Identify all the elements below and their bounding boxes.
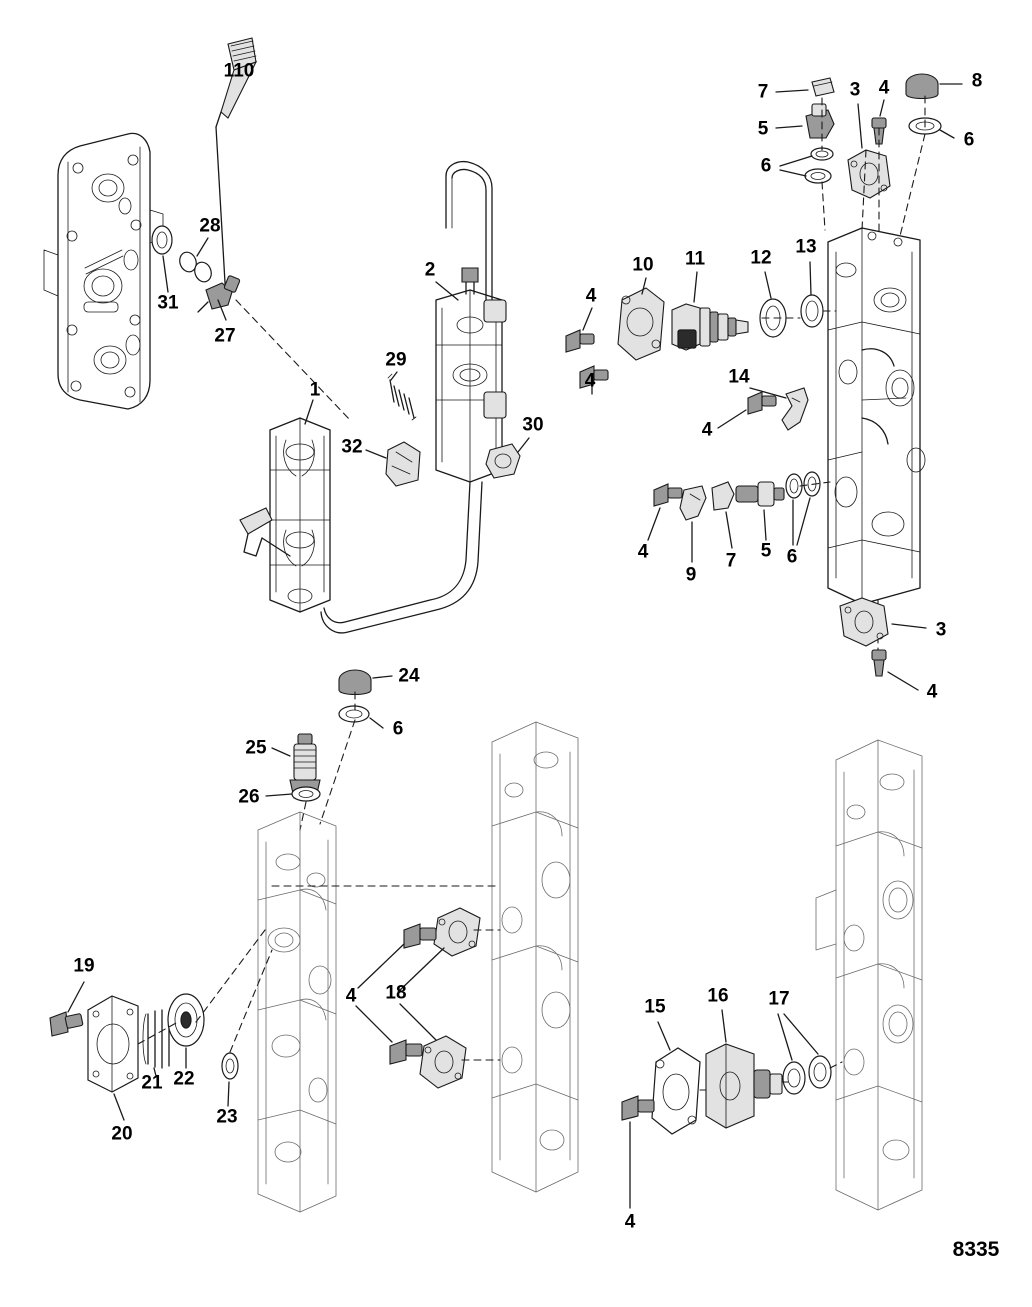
part-18-bracket-a [398, 908, 480, 992]
callout-14: 14 [728, 366, 750, 388]
part-4-bolt-f [356, 1006, 422, 1064]
part-20-cover [88, 996, 138, 1120]
callout-12: 12 [750, 247, 772, 269]
callout-4: 4 [584, 370, 596, 392]
sheet-number: 8335 [952, 1238, 1000, 1261]
callout-23: 23 [216, 1106, 238, 1128]
callout-6: 6 [786, 546, 798, 568]
part-6-oring-top-right [909, 118, 954, 138]
part-7-fitting-top [776, 78, 834, 96]
part-11-injector [672, 272, 748, 350]
callout-9: 9 [685, 564, 697, 586]
part-16-regulator [706, 1010, 782, 1128]
callout-3: 3 [935, 619, 947, 641]
callout-25: 25 [245, 737, 267, 759]
callout-4: 4 [878, 77, 890, 99]
part-10-bracket [618, 278, 664, 360]
callout-4: 4 [701, 419, 713, 441]
callout-29: 29 [385, 349, 407, 371]
callout-4: 4 [585, 285, 597, 307]
part-21-spring [143, 1010, 169, 1076]
part-7-fitting [712, 482, 734, 548]
callout-6: 6 [963, 129, 975, 151]
part-4-bolt-d [648, 484, 682, 540]
callout-31: 31 [157, 292, 179, 314]
callout-27: 27 [214, 325, 236, 347]
callout-17: 17 [768, 988, 790, 1010]
part-9-clip [680, 486, 706, 562]
callout-7: 7 [757, 81, 769, 103]
part-4-bolt-a [566, 308, 594, 352]
callout-4: 4 [926, 681, 938, 703]
callout-4: 4 [624, 1211, 636, 1233]
callout-24: 24 [398, 665, 420, 687]
part-6-oring-bottom [339, 706, 383, 728]
part-4-bolt-g [622, 1096, 654, 1208]
part-manifold-right [816, 740, 922, 1210]
part-manifold-left [258, 812, 336, 1212]
part-28-seals [177, 238, 214, 284]
callout-28: 28 [199, 215, 221, 237]
callout-1: 1 [309, 379, 321, 401]
part-4-bolt-top [872, 100, 886, 144]
part-19-bolt [50, 982, 84, 1036]
part-4-bolt-lower [872, 650, 918, 690]
part-3-bracket-lower [840, 598, 926, 646]
part-5-valve-top [776, 104, 834, 138]
part-31-washer [152, 226, 172, 292]
callout-7: 7 [725, 550, 737, 572]
callout-4: 4 [345, 985, 357, 1007]
callout-32: 32 [341, 436, 363, 458]
callout-30: 30 [522, 414, 544, 436]
callout-5: 5 [757, 118, 769, 140]
part-29-spring [388, 372, 416, 420]
part-5-valve [736, 482, 784, 540]
part-12-oring [760, 272, 786, 337]
callout-13: 13 [795, 236, 817, 258]
part-22-diaphragm [168, 994, 204, 1068]
callout-2: 2 [424, 259, 436, 281]
callout-4: 4 [637, 541, 649, 563]
callout-21: 21 [141, 1072, 163, 1094]
part-manifold-center [492, 722, 578, 1192]
part-13-seal [801, 262, 823, 327]
part-1-fuel-rail [240, 400, 330, 612]
part-8-cap [906, 74, 962, 99]
callout-8: 8 [971, 70, 983, 92]
callout-18: 18 [385, 982, 407, 1004]
part-4-bolt-c [718, 392, 776, 428]
part-30-clamp [486, 438, 529, 478]
callout-3: 3 [849, 79, 861, 101]
part-6-orings-top [780, 148, 833, 183]
part-right-manifold [828, 228, 925, 604]
part-32-clamp [366, 442, 420, 486]
part-cylinder-cover [44, 133, 163, 409]
part-4-bolt-e [358, 924, 436, 988]
callout-19: 19 [73, 955, 95, 977]
callout-20: 20 [111, 1123, 133, 1145]
callout-110: 110 [223, 60, 255, 82]
callout-5: 5 [760, 540, 772, 562]
callout-22: 22 [173, 1068, 195, 1090]
callout-16: 16 [707, 985, 729, 1007]
part-15-plate [652, 1022, 700, 1134]
part-fuel-line [321, 482, 482, 633]
part-6-orings-lower [786, 472, 820, 545]
callout-26: 26 [238, 786, 260, 808]
part-24-cap [339, 670, 392, 695]
callout-11: 11 [684, 248, 706, 270]
callout-6: 6 [392, 718, 404, 740]
callout-15: 15 [644, 996, 666, 1018]
part-23-oring [222, 1053, 238, 1106]
callout-10: 10 [632, 254, 654, 276]
callout-6: 6 [760, 155, 772, 177]
part-2-assembly [436, 162, 506, 482]
